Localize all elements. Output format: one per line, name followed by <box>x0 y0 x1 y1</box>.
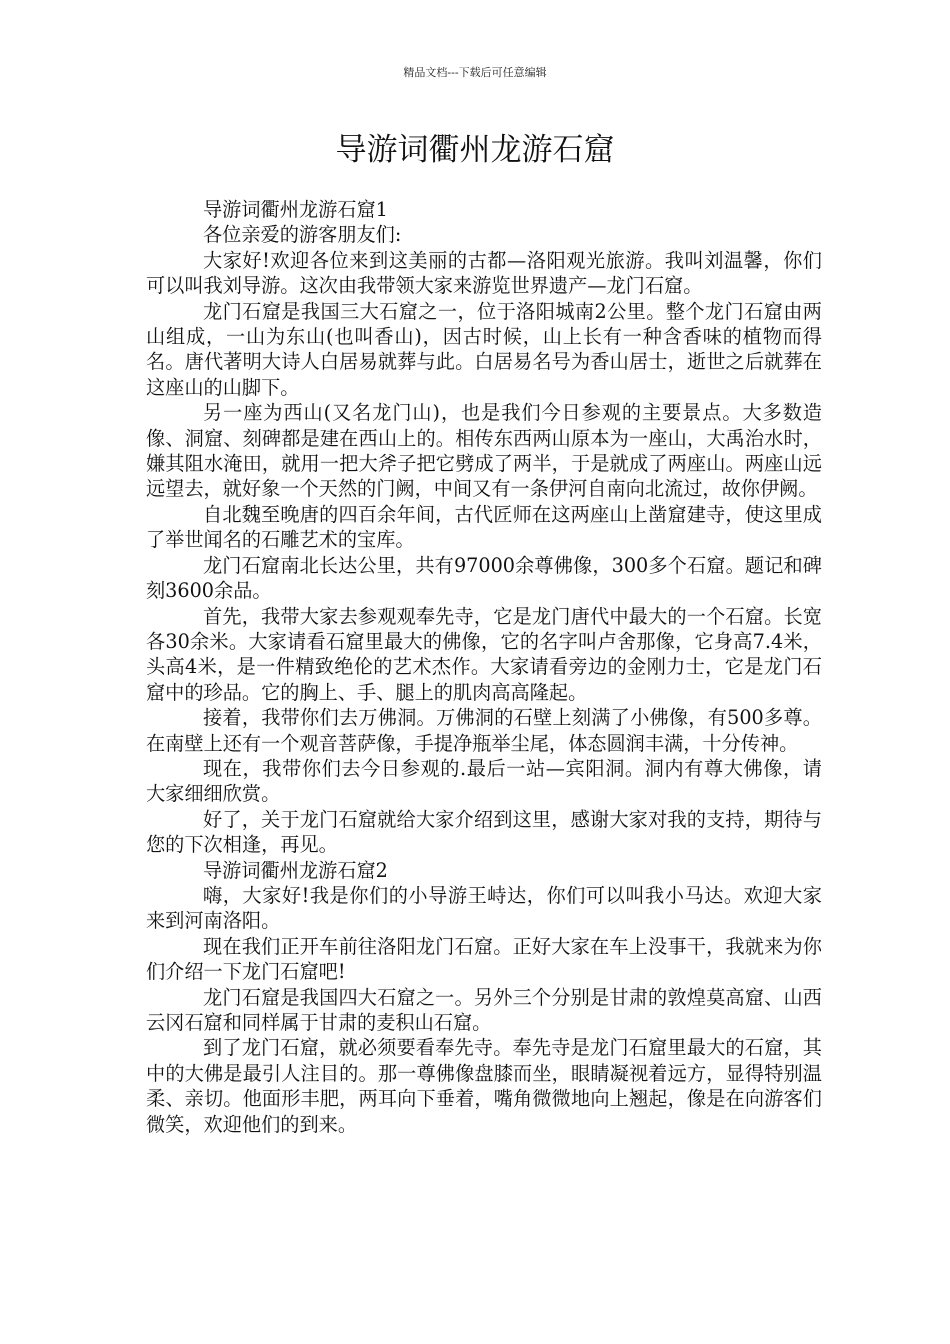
body-paragraph: 另一座为西山(又名龙门山)，也是我们今日参观的主要景点。大多数造像、洞窟、刻碑都是建在西山上的。相传东西两山原本为一座山，大禹治水时，嫌其阻水淹田，就用一把大斧子把它劈成了两半，于是就成了两座山。两座山远远望去，就好象一个天然的门阙，中间又有一条伊河自南向北流过，故你伊阙。 <box>146 401 822 501</box>
greeting-paragraph: 各位亲爱的游客朋友们: <box>203 223 402 247</box>
body-paragraph: 嗨，大家好!我是你们的小导游王峙达，你们可以叫我小马达。欢迎大家来到河南洛阳。 <box>146 883 822 933</box>
body-paragraph: 到了龙门石窟，就必须要看奉先寺。奉先寺是龙门石窟里最大的石窟，其中的大佛是最引人注目的。那一尊佛像盘膝而坐，眼睛凝视着远方，显得特别温柔、亲切。他面形丰肥，两耳向下垂着，嘴角微微地向上翘起，像是在向游客们微笑，欢迎他们的到来。 <box>146 1036 822 1136</box>
body-paragraph: 首先，我带大家去参观观奉先寺，它是龙门唐代中最大的一个石窟。长宽各30余米。大家请看石窟里最大的佛像，它的名字叫卢舍那像，它身高7.4米，头高4米，是一件精致绝伦的艺术杰作。大家请看旁边的金刚力士，它是龙门石窟中的珍品。它的胸上、手、腿上的肌肉高高隆起。 <box>146 604 822 704</box>
document-title: 导游词衢州龙游石窟 <box>335 132 615 168</box>
body-paragraph: 现在，我带你们去今日参观的.最后一站—宾阳洞。洞内有尊大佛像，请大家细细欣赏。 <box>146 756 822 806</box>
body-paragraph: 好了，关于龙门石窟就给大家介绍到这里，感谢大家对我的支持，期待与您的下次相逢，再见。 <box>146 807 822 857</box>
body-paragraph: 接着，我带你们去万佛洞。万佛洞的石壁上刻满了小佛像，有500多尊。在南壁上还有一个观音菩萨像，手提净瓶举尘尾，体态圆润丰满，十分传神。 <box>146 706 822 755</box>
body-paragraph: 现在我们正开车前往洛阳龙门石窟。正好大家在车上没事干，我就来为你们介绍一下龙门石窟吧! <box>146 934 822 984</box>
page-header: 精品文档---下载后可任意编辑 <box>403 66 547 79</box>
section-heading-1: 导游词衢州龙游石窟1 <box>203 198 388 221</box>
body-paragraph: 自北魏至晚唐的四百余年间，古代匠师在这两座山上凿窟建寺，使这里成了举世闻名的石雕艺术的宝库。 <box>146 502 822 552</box>
document-body <box>146 197 822 1137</box>
body-paragraph: 龙门石窟是我国四大石窟之一。另外三个分别是甘肃的敦煌莫高窟、山西云冈石窟和同样属于甘肃的麦积山石窟。 <box>146 985 822 1034</box>
section-heading-2: 导游词衢州龙游石窟2 <box>203 858 388 882</box>
body-paragraph: 大家好!欢迎各位来到这美丽的古都—洛阳观光旅游。我叫刘温馨，你们可以叫我刘导游。这次由我带领大家来游览世界遗产—龙门石窟。 <box>146 248 822 298</box>
body-paragraph: 龙门石窟南北长达公里，共有97000余尊佛像，300多个石窟。题记和碑刻3600余品。 <box>146 553 822 603</box>
body-paragraph: 龙门石窟是我国三大石窟之一，位于洛阳城南2公里。整个龙门石窟由两山组成，一山为东山(也叫香山)，因古时候，山上长有一种含香味的植物而得名。唐代著明大诗人白居易就葬与此。白居易名号为香山居士，逝世之后就葬在这座山的山脚下。 <box>146 299 822 399</box>
